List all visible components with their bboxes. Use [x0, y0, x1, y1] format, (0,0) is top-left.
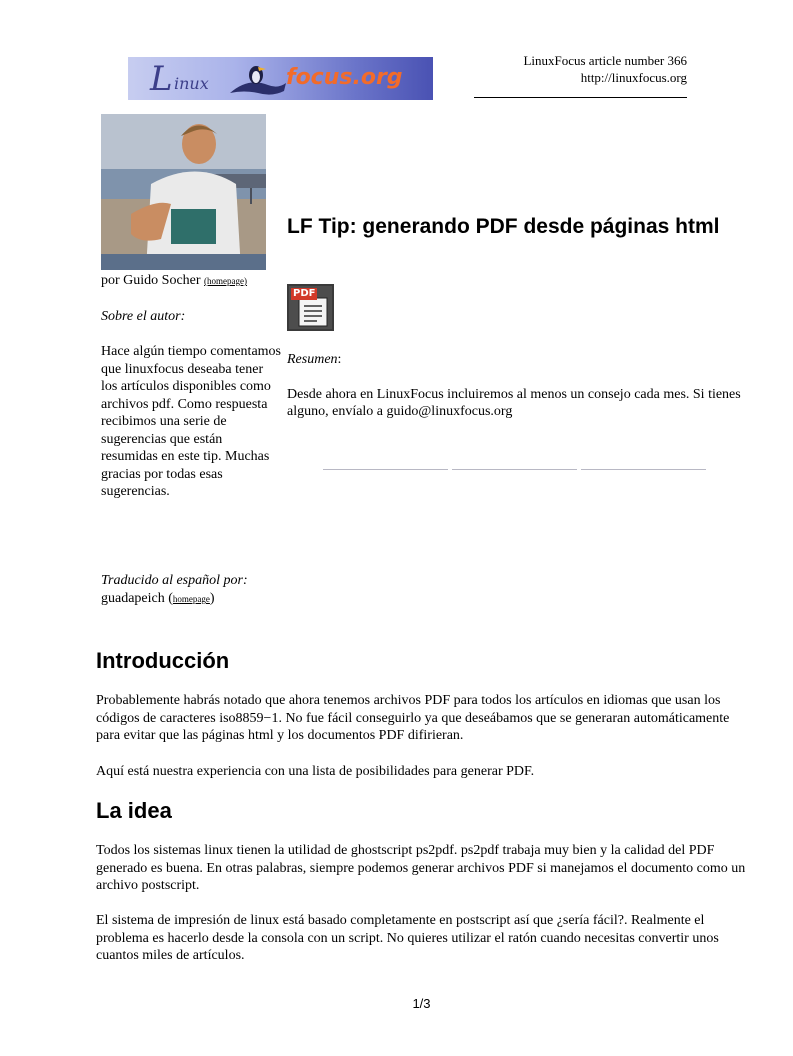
pdf-download-icon[interactable] — [287, 284, 334, 331]
logo-letter-l: L — [150, 59, 173, 99]
section-heading-introduccion: Introducción — [96, 648, 230, 673]
about-author-text: Hace algún tiempo comentamos que linuxfocus deseaba tener los artículos disponibles como archivos pdf. Como respuesta recibimos una serie de sugerencias que están resumidas en este tip. Muchas gracias por todas esas sugerencias. — [101, 344, 281, 499]
header-divider — [474, 97, 687, 98]
author-byline — [101, 272, 247, 290]
pdf-icon-label: PDF — [293, 288, 316, 299]
paragraph: Aquí está nuestra experiencia con una lista de posibilidades para generar PDF. — [96, 764, 535, 779]
separator-line — [452, 469, 577, 470]
translator-byline — [101, 590, 215, 608]
logo-text-focus: focus.org — [286, 65, 403, 90]
paragraph: El sistema de impresión de linux está basado completamente en postscript así que ¿sería fácil?. Realmente el problema es hacerlo desde la consola con un script. No quieres utilizar el ratón cuando necesitas convertir unos cuantos miles de artículos. — [96, 913, 719, 963]
author-name: por Guido Socher — [101, 273, 201, 288]
about-author-label: Sobre el autor: — [101, 309, 186, 324]
linuxfocus-logo[interactable] — [128, 57, 433, 100]
logo-text-inux: inux — [174, 74, 209, 93]
open-paren: ( — [164, 591, 173, 606]
site-url[interactable]: http://linuxfocus.org — [580, 70, 687, 85]
page-number: 1/3 — [412, 996, 431, 1011]
translation-label: Traducido al español por: — [101, 573, 248, 588]
paragraph: Todos los sistemas linux tienen la utilidad de ghostscript ps2pdf. ps2pdf trabaja muy bien y la calidad del PDF generado es buena. En otras palabras, siempre podemos generar archivos PDF si manejamos el documento como un archivo postscript. — [96, 843, 746, 893]
summary-text: Desde ahora en LinuxFocus incluiremos al menos un consejo cada mes. Si tienes alguno, envíalo a guido@linuxfocus.org — [287, 387, 741, 419]
section-heading-la-idea: La idea — [96, 798, 172, 823]
author-photo — [101, 114, 266, 270]
article-header-info — [523, 52, 687, 86]
translator-homepage-link[interactable]: homepage — [172, 594, 210, 604]
summary-colon: : — [337, 352, 342, 367]
article-number: LinuxFocus article number 366 — [523, 53, 687, 68]
close-paren: ) — [209, 591, 215, 606]
separator-line — [581, 469, 706, 470]
summary-label: Resumen — [287, 352, 338, 367]
translator-name: guadapeich — [101, 591, 165, 606]
paragraph: Probablemente habrás notado que ahora tenemos archivos PDF para todos los artículos en idiomas que usan los códigos de caracteres iso8859−1. No fue fácil conseguirlo ya que deseábamos que se generaran automáticamente para evitar que las páginas html y los documentos PDF difirieran. — [96, 693, 730, 743]
separator-line — [323, 469, 448, 470]
article-title: LF Tip: generando PDF desde páginas html — [287, 215, 720, 238]
penguin-dolphin-icon — [228, 63, 288, 97]
author-homepage-link[interactable]: (homepage) — [204, 276, 248, 286]
summary-label-line — [287, 351, 341, 368]
